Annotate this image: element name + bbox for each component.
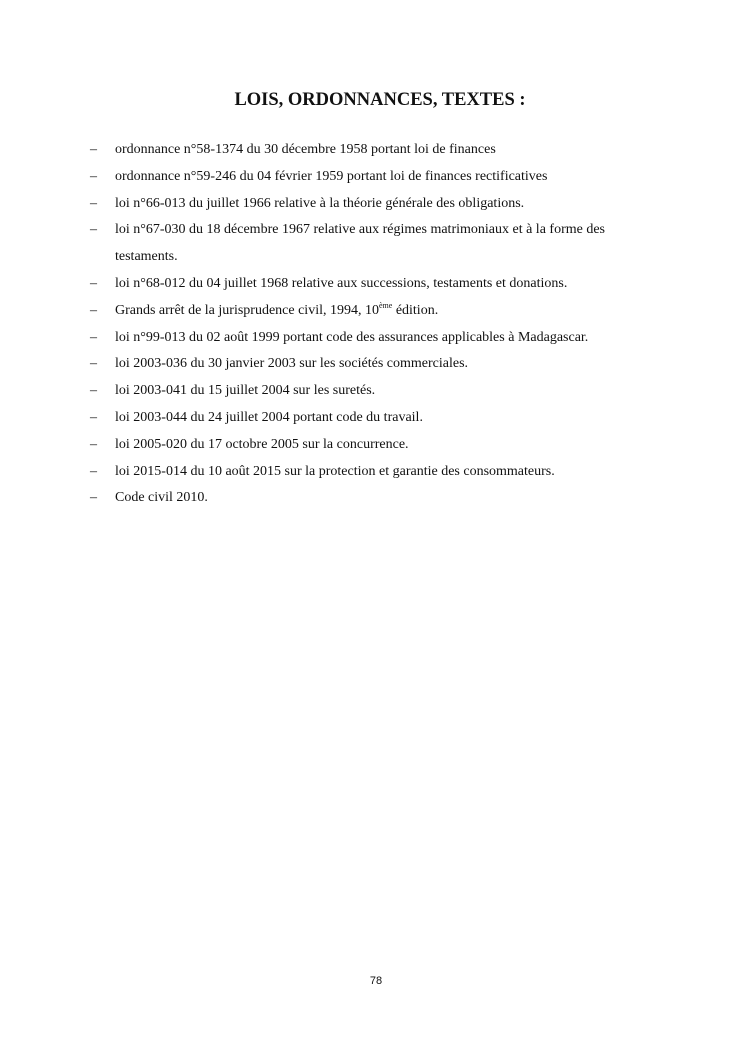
dash-bullet: – [90, 490, 97, 506]
dash-bullet: – [90, 275, 97, 291]
list-item: – Code civil 2010. [90, 485, 660, 512]
list-item: – loi n°66-013 du juillet 1966 relative à la théorie générale des obligations. [90, 191, 660, 218]
list-item: – Grands arrêt de la jurisprudence civil, 1994, 10ème édition. [90, 298, 660, 325]
list-item: – loi 2003-044 du 24 juillet 2004 portant code du travail. [90, 405, 660, 432]
dash-bullet: – [90, 329, 97, 345]
section-title: LOIS, ORDONNANCES, TEXTES : [234, 90, 526, 110]
dash-bullet: – [90, 383, 97, 399]
list-item: – loi 2005-020 du 17 octobre 2005 sur la concurrence. [90, 432, 660, 459]
dash-bullet: – [90, 409, 97, 425]
dash-bullet: – [90, 195, 97, 211]
list-item: – loi n°67-030 du 18 décembre 1967 relative aux régimes matrimoniaux et à la forme des testaments. [90, 217, 660, 271]
dash-bullet: – [90, 142, 97, 157]
list-item: – loi n°68-012 du 04 juillet 1968 relative aux successions, testaments et donations. [90, 271, 660, 298]
list-item: – loi n°99-013 du 02 août 1999 portant code des assurances applicables à Madagascar. [90, 325, 660, 352]
list-item: – loi 2003-036 du 30 janvier 2003 sur les sociétés commerciales. [90, 351, 660, 378]
dash-bullet: – [90, 356, 97, 372]
dash-bullet: – [90, 463, 97, 479]
list-item: – ordonnance n°58-1374 du 30 décembre 1958 portant loi de finances [90, 137, 660, 164]
list-item: – loi 2015-014 du 10 août 2015 sur la protection et garantie des consommateurs. [90, 459, 660, 486]
dash-bullet: – [90, 436, 97, 452]
references-list [90, 137, 660, 512]
dash-bullet: – [90, 302, 97, 318]
dash-bullet: – [90, 168, 97, 184]
page-number: 78 [369, 975, 383, 987]
list-item: – loi 2003-041 du 15 juillet 2004 sur les suretés. [90, 378, 660, 405]
dash-bullet: – [90, 222, 97, 238]
list-item: – ordonnance n°59-246 du 04 février 1959 portant loi de finances rectificatives [90, 164, 660, 191]
